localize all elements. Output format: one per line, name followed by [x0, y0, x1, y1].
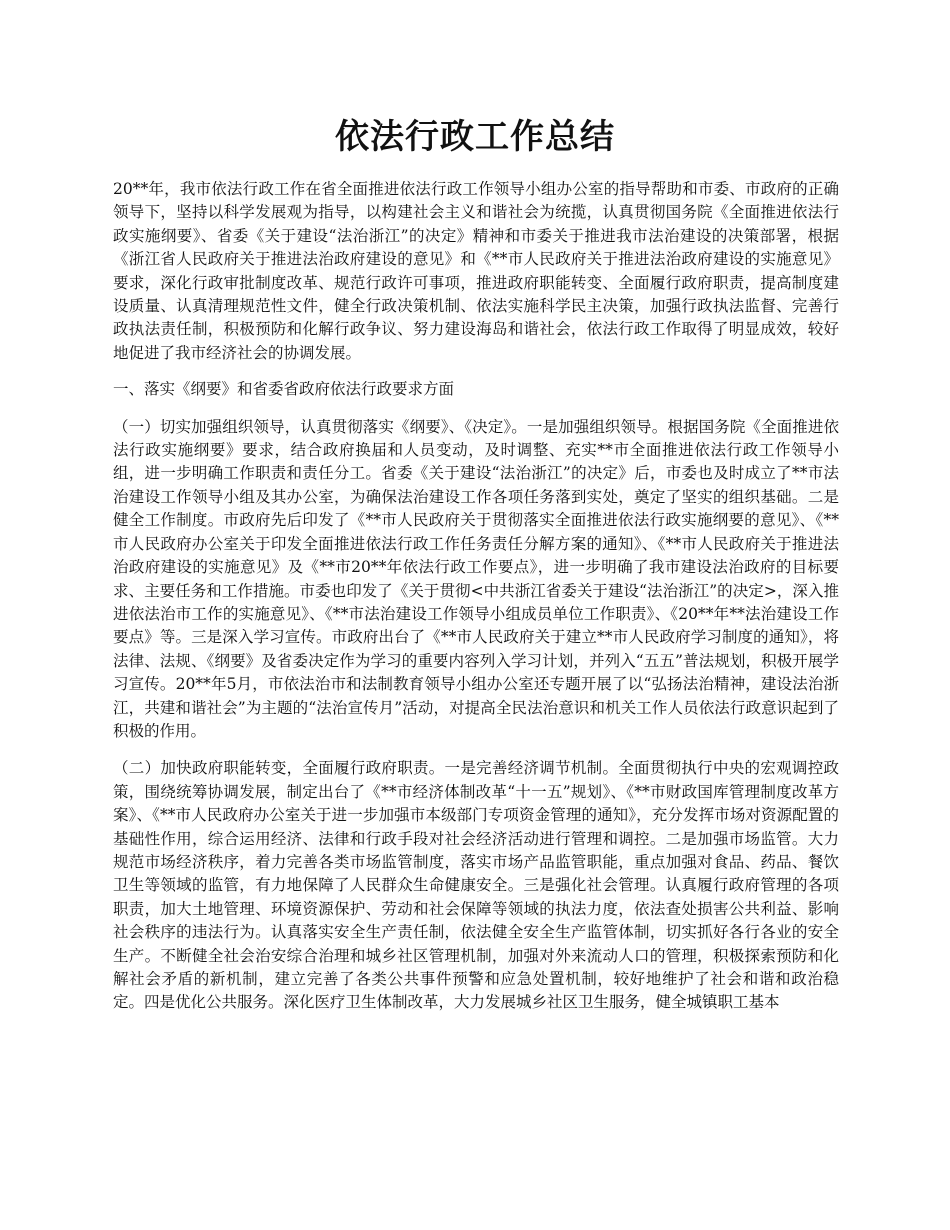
document-body: [113, 178, 839, 1015]
subsection-paragraph-2: （二）加快政府职能转变，全面履行政府职责。一是完善经济调节机制。全面贯彻执行中央的宏观调控政策，围绕统筹协调发展，制定出台了《**市经济体制改革“十一五”规划》、《**市财政国库管理制度改革方案》、《**市人民政府办公室关于进一步加强市本级部门专项资金管理的通知》，充分发挥市场对资源配置的基础性作用，综合运用经济、法律和行政手段对社会经济活动进行管理和调控。二是加强市场监管。大力规范市场经济秩序，着力完善各类市场监管制度，落实市场产品监管职能，重点加强对食品、药品、餐饮卫生等领域的监管，有力地保障了人民群众生命健康安全。三是强化社会管理。认真履行政府管理的各项职责，加大土地管理、环境资源保护、劳动和社会保障等领域的执法力度，依法查处损害公共利益、影响社会秩序的违法行为。认真落实安全生产责任制，依法健全安全生产监管体制，切实抓好各行各业的安全生产。不断健全社会治安综合治理和城乡社区管理机制，加强对外来流动人口的管理，积极探索预防和化解社会矛盾的新机制，建立完善了各类公共事件预警和应急处置机制，较好地维护了社会和谐和政治稳定。四是优化公共服务。深化医疗卫生体制改革，大力发展城乡社区卫生服务，健全城镇职工基本: [113, 759, 839, 1012]
subsection-paragraph-1: （一）切实加强组织领导，认真贯彻落实《纲要》、《决定》。一是加强组织领导。根据国务院《全面推进依法行政实施纲要》要求，结合政府换届和人员变动，及时调整、充实**市全面推进依法行政工作领导小组，进一步明确工作职责和责任分工。省委《关于建设“法治浙江”的决定》后，市委也及时成立了**市法治建设工作领导小组及其办公室，为确保法治建设工作各项任务落到实处，奠定了坚实的组织基础。二是健全工作制度。市政府先后印发了《**市人民政府关于贯彻落实全面推进依法行政实施纲要的意见》、《**市人民政府办公室关于印发全面推进依法行政工作任务责任分解方案的通知》、《**市人民政府关于推进法治政府建设的实施意见》及《**市20**年依法行政工作要点》，进一步明确了我市建设法治政府的目标要求、主要任务和工作措施。市委也印发了《关于贯彻<中共浙江省委关于建设“法治浙江”的决定>，深入推进依法治市工作的实施意见》、《**市法治建设工作领导小组成员单位工作职责》、《20**年**法治建设工作要点》等。三是深入学习宣传。市政府出台了《**市人民政府关于建立**市人民政府学习制度的通知》，将法律、法规、《纲要》及省委决定作为学习的重要内容列入学习计划，并列入“五五”普法规划，积极开展学习宣传。20**年5月，市依法治市和法制教育领导小组办公室还专题开展了以“弘扬法治精神，建设法治浙江，共建和谐社会”为主题的“法治宣传月”活动，对提高全民法治意识和机关工作人员依法行政意识起到了积极的作用。: [113, 417, 839, 740]
intro-paragraph: 20**年，我市依法行政工作在省全面推进依法行政工作领导小组办公室的指导帮助和市委、市政府的正确领导下，坚持以科学发展观为指导，以构建社会主义和谐社会为统揽，认真贯彻国务院《全面推进依法行政实施纲要》、省委《关于建设“法治浙江”的决定》精神和市委关于推进我市法治建设的决策部署，根据《浙江省人民政府关于推进法治政府建设的意见》和《**市人民政府关于推进法治政府建设的实施意见》要求，深化行政审批制度改革、规范行政许可事项，推进政府职能转变、全面履行政府职责，提高制度建设质量、认真清理规范性文件，健全行政决策机制、依法实施科学民主决策，加强行政执法监督、完善行政执法责任制，积极预防和化解行政争议、努力建设海岛和谐社会，依法行政工作取得了明显成效，较好地促进了我市经济社会的协调发展。: [113, 180, 839, 362]
document-title: 依法行政工作总结: [335, 117, 615, 157]
section-heading: 一、落实《纲要》和省委省政府依法行政要求方面: [113, 380, 455, 399]
